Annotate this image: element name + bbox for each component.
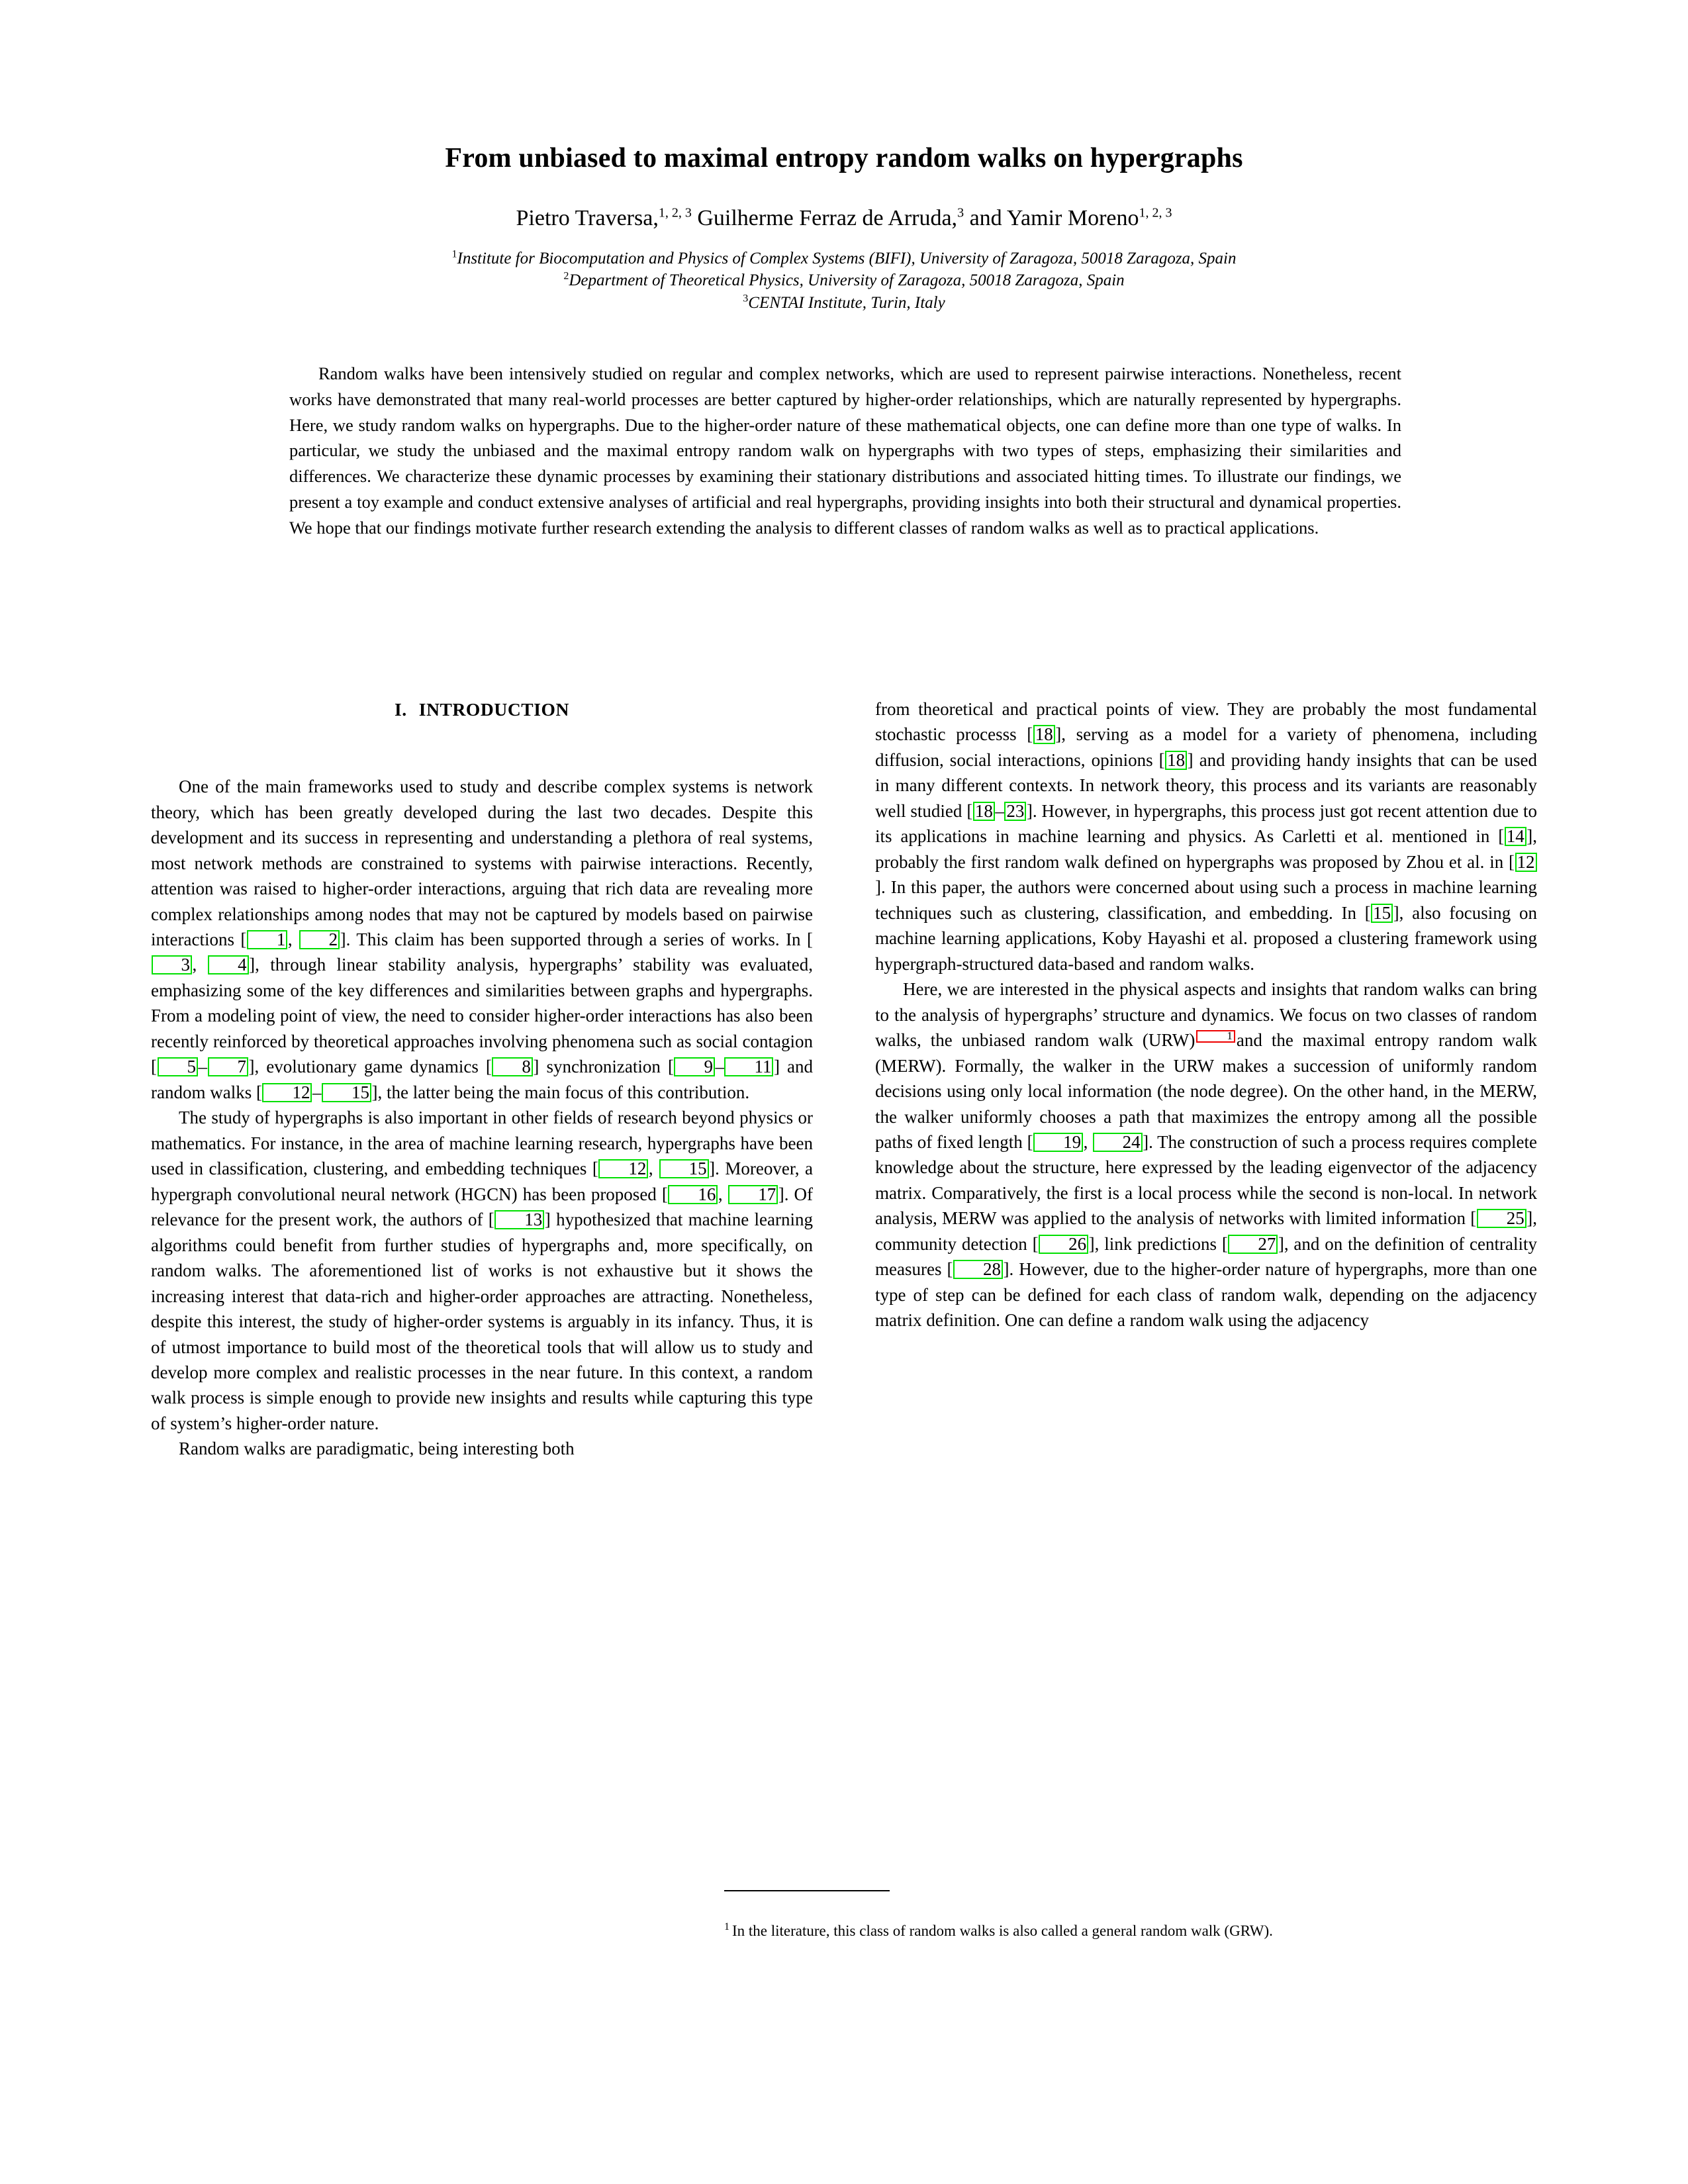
text-run: – (312, 1082, 322, 1102)
text-run: ], through linear stability analysis, hypergraphs’ stability was evaluated, emphasizing some of the key differences and similarities between graphs and hypergraphs. From a modeling point of view, the need to consider higher-order interactions has also been recently reinforced by theoretical approaches involving phenomena such as social contagion [ (151, 955, 813, 1077)
text-run: , (1083, 1131, 1093, 1152)
citation-link-2[interactable]: 2 (299, 930, 340, 949)
citation-link-12[interactable]: 12 (262, 1083, 312, 1102)
footnote-1 (724, 1921, 1386, 1942)
text-run: The study of hypergraphs is also important in other fields of research beyond physics or mathematics. For instance, in the area of machine learning research, hypergraphs have been used in classification, clustering, and embedding techniques [ (151, 1108, 813, 1179)
text-run: – (995, 800, 1004, 821)
citation-link-12c[interactable]: 12 (1515, 853, 1537, 872)
text-run: ]. In this paper, the authors were concerned about using such a process in machine learning techniques such as clustering, classification, and embedding. In [ (875, 877, 1537, 923)
citation-link-14[interactable]: 14 (1505, 827, 1526, 846)
footnote-rule (724, 1890, 890, 1891)
text-run: , (287, 929, 299, 949)
citation-link-16[interactable]: 16 (668, 1185, 718, 1204)
text-run: , (192, 955, 208, 975)
author-arruda: Guilherme Ferraz de Arruda, (691, 206, 958, 231)
citation-link-26[interactable]: 26 (1039, 1235, 1088, 1254)
section-heading-introduction (151, 696, 813, 722)
title-block (152, 142, 1536, 314)
citation-link-12b[interactable]: 12 (598, 1159, 648, 1178)
text-run: – (198, 1057, 207, 1077)
text-run: ], evolutionary game dynamics [ (248, 1057, 492, 1077)
author-traversa: Pietro Traversa, (516, 206, 659, 231)
section-number: I. (394, 699, 407, 720)
affiliation-3 (152, 292, 1536, 314)
text-run: ], link predictions [ (1088, 1233, 1228, 1254)
text-run: ], serving as a model for a variety of phenomena, including diffusion, social interactions, opinions [ (875, 724, 1537, 770)
paragraph-left-2 (151, 1105, 813, 1436)
citation-link-1[interactable]: 1 (247, 930, 288, 949)
affiliation-2-sup: 2 (563, 271, 569, 283)
citation-link-15b[interactable]: 15 (659, 1159, 709, 1178)
affiliation-2 (152, 269, 1536, 291)
text-run: , (648, 1159, 659, 1179)
text-run: ]. However, due to the higher-order nature of hypergraphs, more than one type of step can be defined for each class of random walk, depending on the adjacency matrix definition. One can define a random walk using the adjacency (875, 1259, 1537, 1331)
citation-link-7[interactable]: 7 (208, 1057, 249, 1076)
text-run: from theoretical and practical points of view. They are probably the most fundamental stochastic processs [ (875, 699, 1537, 745)
footnote-area (724, 1890, 1386, 1942)
citation-link-3[interactable]: 3 (152, 955, 193, 974)
citation-link-25[interactable]: 25 (1477, 1209, 1526, 1228)
citation-link-13[interactable]: 13 (494, 1210, 544, 1229)
citation-link-8[interactable]: 8 (492, 1057, 533, 1076)
citation-link-4[interactable]: 4 (208, 955, 249, 974)
citation-link-15[interactable]: 15 (322, 1083, 371, 1102)
citation-link-24[interactable]: 24 (1093, 1133, 1143, 1152)
abstract-text: Random walks have been intensively studied on regular and complex networks, which are used to represent pairwise interactions. Nonetheless, recent works have demonstrated that many real-world processes are better captured by higher-order relationships, which are naturally represented by hypergraphs. Here, we study random walks on hypergraphs. Due to the higher-order nature of these mathematical objects, one can define more than one type of walks. In particular, we study the unbiased and the maximal entropy random walk on hypergraphs with two types of steps, emphasizing their similarities and differences. We characterize these dynamic processes by examining their stationary distributions and associated hitting times. To illustrate our findings, we present a toy example and conduct extensive analyses of artificial and real hypergraphs, providing insights into both their structural and dynamical properties. We hope that our findings motivate further research extending the analysis to different classes of random walks as well as to practical applications. (289, 363, 1401, 538)
affiliation-1-sup: 1 (451, 248, 457, 260)
text-run: ], the latter being the main focus of this contribution. (371, 1082, 750, 1102)
author-traversa-affil-sup: 1, 2, 3 (658, 205, 692, 220)
author-moreno-affil-sup: 1, 2, 3 (1139, 205, 1172, 220)
column-left (151, 696, 813, 1462)
paragraph-left-1 (151, 774, 813, 1105)
author-list (152, 205, 1536, 232)
citation-link-11[interactable]: 11 (724, 1057, 773, 1076)
text-run: Here, we are interested in the physical aspects and insights that random walks can bring to the analysis of hypergraphs’ structure and dynamics. We focus on two classes of random walks, the unbiased random walk (URW) (875, 979, 1537, 1051)
text-run: and the maximal entropy random walk (MERW). Formally, the walker in the URW makes a succession of uniformly random decisions using only local information (the node degree). On the other hand, in the MERW, the walker uniformly chooses a path that maximizes the entropy among all the possible paths of fixed length [ (875, 1030, 1537, 1152)
text-run: ] and providing handy insights that can be used in many different contexts. In network theory, this process and its variants are reasonably well studied [ (875, 749, 1537, 821)
citation-link-15c[interactable]: 15 (1371, 904, 1393, 923)
footnote-marker-link[interactable]: 1 (1196, 1030, 1235, 1042)
author-moreno: and Yamir Moreno (964, 206, 1139, 231)
affiliation-1-text: Institute for Biocomputation and Physics of Complex Systems (BIFI), University of Zaragoza, 50018 Zaragoza, Spain (457, 250, 1237, 268)
text-run: One of the main frameworks used to study and describe complex systems is network theory, which has been greatly developed during the last two decades. Despite this development and its success in representing and understanding a plethora of real systems, most network methods are constrained to systems with pairwise interactions. Recently, attention was raised to higher-order interactions, arguing that rich data are revealing more complex relationships among nodes that may not be captured by models based on pairwise interactions [ (151, 777, 813, 949)
text-run: ]. Of relevance for the present work, the authors of [ (151, 1184, 814, 1230)
column-right (875, 696, 1537, 1333)
text-run: ]. However, in hypergraphs, this process just got recent attention due to its applications in machine learning and physics. As Carletti et al. mentioned in [ (875, 800, 1537, 847)
affiliation-3-sup: 3 (743, 293, 749, 305)
citation-link-27[interactable]: 27 (1228, 1235, 1278, 1254)
citation-link-23[interactable]: 23 (1004, 802, 1026, 821)
author-arruda-affil-sup: 3 (957, 205, 964, 220)
citation-link-18[interactable]: 18 (1033, 725, 1055, 744)
page-title: From unbiased to maximal entropy random walks on hypergraphs (445, 143, 1243, 173)
footnote-number: 1 (724, 1921, 729, 1933)
abstract (289, 361, 1401, 541)
text-run: , (718, 1184, 728, 1204)
text-run: ] and random walks [ (151, 1057, 813, 1102)
affiliation-1 (152, 248, 1536, 269)
paragraph-right-1 (875, 696, 1537, 976)
citation-link-17[interactable]: 17 (728, 1185, 778, 1204)
text-run: ], community detection [ (875, 1208, 1537, 1254)
citation-link-9[interactable]: 9 (674, 1057, 715, 1076)
affiliation-3-text: CENTAI Institute, Turin, Italy (748, 293, 945, 312)
footnote-text: In the literature, this class of random walks is also called a general random walk (GRW). (732, 1923, 1273, 1939)
affiliation-2-text: Department of Theoretical Physics, University of Zaragoza, 50018 Zaragoza, Spain (569, 271, 1125, 290)
affiliation-list (152, 248, 1536, 314)
text-run: ]. The construction of such a process requires complete knowledge about the structure, here expressed by the leading eigenvector of the adjacency matrix. Comparatively, the first is a local process while the second is non-local. In network analysis, MERW was applied to the analysis of networks with limited information [ (875, 1131, 1537, 1229)
text-run: ], probably the first random walk defined on hypergraphs was proposed by Zhou et al. in [ (875, 826, 1537, 872)
citation-link-18c[interactable]: 18 (973, 802, 995, 821)
citation-link-18b[interactable]: 18 (1165, 751, 1187, 770)
text-run: ], also focusing on machine learning applications, Koby Hayashi et al. proposed a clustering framework using hypergraph-structured data-based and random walks. (875, 902, 1537, 974)
citation-link-28[interactable]: 28 (953, 1260, 1003, 1279)
text-run: ] synchronization [ (533, 1057, 674, 1077)
text-run: ] hypothesized that machine learning algorithms could benefit from further studies of hypergraphs and, more specifically, on random walks. The aforementioned list of works is not exhaustive but it shows the increasing interest that data-rich and higher-order approaches are attracting. Nonetheless, despite this interest, the study of higher-order systems is arguably in its infancy. Thus, it is of utmost importance to build most of the theoretical tools that will allow us to study and develop more complex and realistic processes in the near future. In this context, a random walk process is simple enough to provide new insights and results while capturing this type of system’s higher-order nature. (151, 1210, 814, 1433)
citation-link-5[interactable]: 5 (158, 1057, 199, 1076)
text-run: – (715, 1057, 724, 1077)
text-run: ]. Moreover, a hypergraph convolutional neural network (HGCN) has been proposed [ (151, 1159, 814, 1204)
text-run: ], and on the definition of centrality measures [ (875, 1233, 1537, 1280)
citation-link-19[interactable]: 19 (1033, 1133, 1083, 1152)
section-title: INTRODUCTION (418, 699, 569, 720)
paragraph-right-2 (875, 976, 1537, 1333)
text-run: ]. This claim has been supported through a series of works. In [ (340, 929, 814, 949)
paragraph-left-3: Random walks are paradigmatic, being interesting both (179, 1439, 575, 1459)
